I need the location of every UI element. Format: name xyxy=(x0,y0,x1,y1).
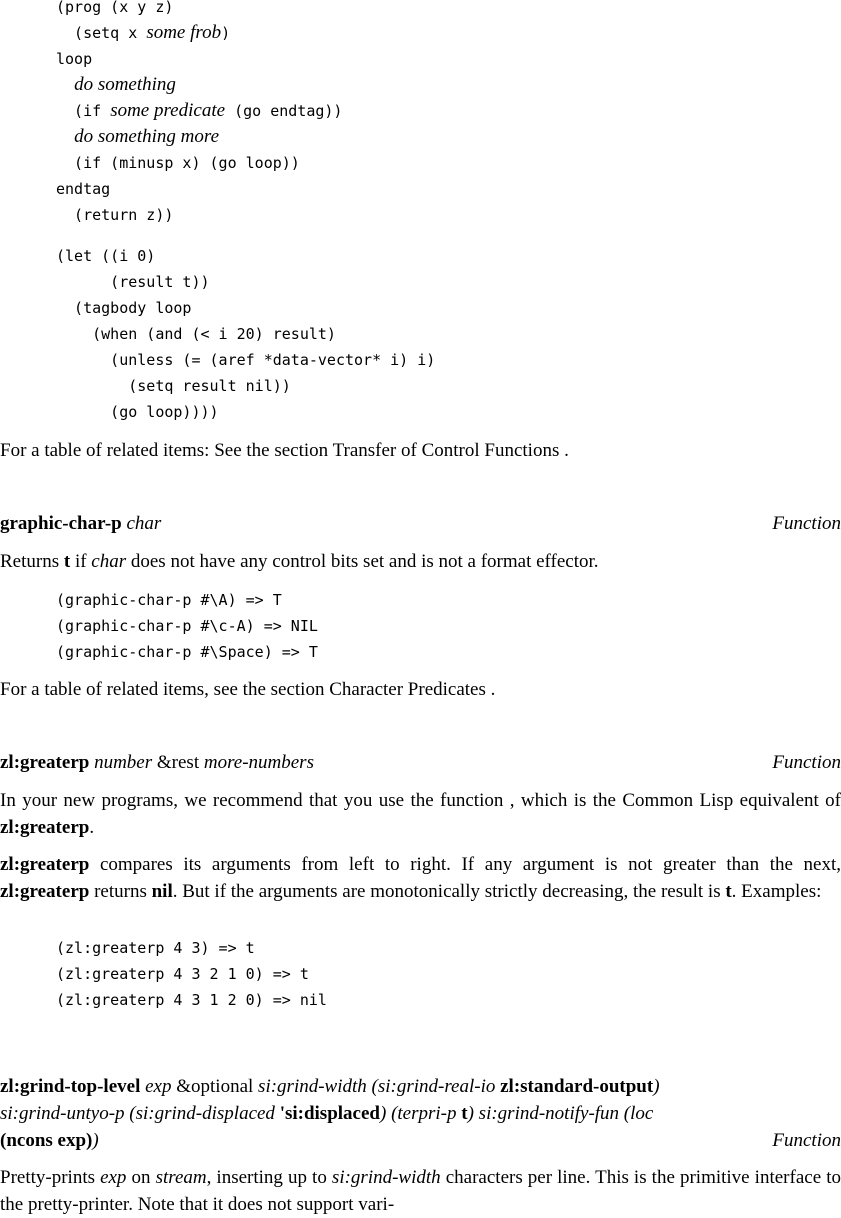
function-name: zl:greaterp xyxy=(0,752,90,773)
code-line: (if (minusp x) (go loop)) xyxy=(56,154,300,172)
entry-kind: Function xyxy=(772,752,841,773)
see-also-transfer-control: For a table of related items: See the section Transfer of Control Functions . xyxy=(0,440,569,461)
code-line: (unless (= (aref *data-vector* i) i) xyxy=(56,351,436,369)
zl-greaterp-header xyxy=(0,749,841,776)
code-line: (return z)) xyxy=(56,206,174,224)
code-line: (setq x some frob) xyxy=(56,22,231,43)
graphic-char-p-header xyxy=(0,510,841,537)
code-line: (graphic-char-p #\Space) => T xyxy=(56,643,318,661)
code-line: endtag xyxy=(56,180,111,198)
graphic-char-p-description: Returns t if char does not have any control bits set and is not a format effector. xyxy=(0,551,599,572)
code-line: (when (and (< i 20) result) xyxy=(56,325,336,343)
see-also-character-predicates: For a table of related items, see the section Character Predicates . xyxy=(0,679,496,700)
zl-grind-top-level-header xyxy=(0,1073,841,1154)
function-arg: more-numbers xyxy=(203,752,314,773)
code-line: do something xyxy=(74,74,176,95)
function-name: zl:grind-top-level xyxy=(0,1076,141,1097)
signature-line-2: si:grind-untyo-p (si:grind-displaced 'si:displaced) (terpri-p t) si:grind-notify-fun (loc xyxy=(0,1103,654,1124)
entry-kind: Function xyxy=(772,513,841,534)
lambda-keyword: &rest xyxy=(156,752,200,773)
code-line: (zl:greaterp 4 3 2 1 0) => t xyxy=(56,965,309,983)
code-line: (if some predicate (go endtag)) xyxy=(56,100,343,121)
entry-kind: Function xyxy=(772,1130,841,1151)
zl-greaterp-recommendation: In your new programs, we recommend that you use the function , which is the Common Lisp equivalent of zl:greaterp. xyxy=(0,790,841,838)
code-line: (result t)) xyxy=(56,273,210,291)
code-line: (go loop)))) xyxy=(56,403,219,421)
code-line: (graphic-char-p #\A) => T xyxy=(56,591,282,609)
function-arg: number xyxy=(94,752,153,773)
code-line: (zl:greaterp 4 3) => t xyxy=(56,939,255,957)
signature-line-1: zl:grind-top-level exp &optional si:grind-width (si:grind-real-io zl:standard-output) xyxy=(0,1076,660,1097)
code-line: (prog (x y z) xyxy=(56,0,174,16)
code-line: (let ((i 0) xyxy=(56,247,156,265)
code-line: (tagbody loop xyxy=(56,299,192,317)
signature-line-3: (ncons exp)) Function xyxy=(0,1127,841,1154)
function-name: graphic-char-p xyxy=(0,513,122,534)
code-line: (setq result nil)) xyxy=(56,377,291,395)
function-arg: char xyxy=(126,513,162,534)
zl-greaterp-description: zl:greaterp compares its arguments from left to right. If any argument is not greater than the next, zl:greaterp returns nil. But if the arguments are monotonically strictly decreasing, the result is t. Examples: xyxy=(0,854,841,902)
code-line: (graphic-char-p #\c-A) => NIL xyxy=(56,617,318,635)
zl-grind-description: Pretty-prints exp on stream, inserting up to si:grind-width characters per line. This is the primitive interface to the pretty-printer. Note that it does not support vari- xyxy=(0,1167,841,1215)
code-line: loop xyxy=(56,50,93,68)
code-line: do something more xyxy=(74,126,220,147)
code-line: (zl:greaterp 4 3 1 2 0) => nil xyxy=(56,991,327,1009)
